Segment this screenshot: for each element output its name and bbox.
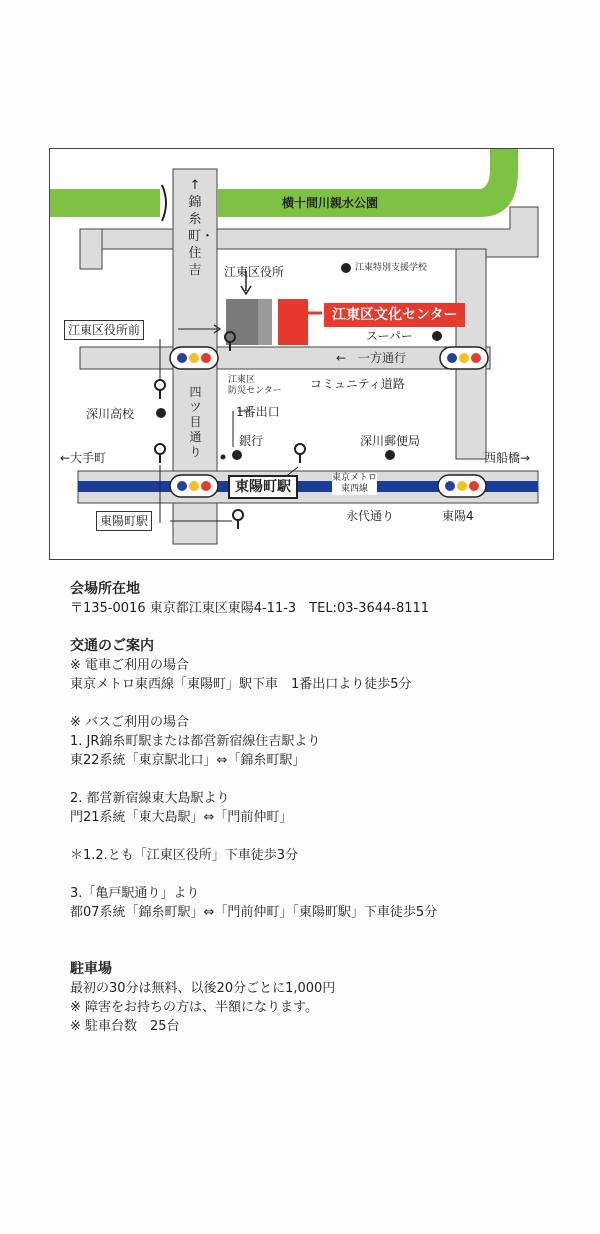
bus1-line2: 東22系統「東京駅北口」⇔「錦糸町駅」 [70, 753, 306, 768]
post-office-label: 深川郵便局 [360, 434, 421, 448]
park-label: 横十間川親水公園 [282, 196, 379, 210]
bus3-line2: 都07系統「錦糸町駅」⇔「門前仲町」「東陽町駅」下車徒歩5分 [70, 905, 438, 920]
bus-stop-office-label: 江東区役所前 [64, 320, 144, 340]
eitai-street-label: 永代通り [346, 509, 395, 523]
bus3-line1: 3.「亀戸駅通り」より [70, 886, 200, 901]
traffic-light-3 [170, 475, 218, 497]
bus-heading: ※ バスご利用の場合 [70, 715, 190, 730]
school-label: 江東特別支援学校 [355, 263, 428, 273]
venue-info [70, 580, 570, 1036]
supermarket-dot [432, 331, 442, 341]
bus1-line1: 1. JR錦糸町駅または都営新宿線住吉駅より [70, 734, 321, 749]
left-road-upper [80, 229, 102, 269]
community-road [80, 347, 490, 369]
disaster-center-label: 江東区 防災センター [228, 375, 282, 396]
parking-count: ※ 駐車台数 25台 [70, 1019, 180, 1034]
fukagawa-high-dot [156, 408, 166, 418]
access-map [49, 148, 554, 560]
bus-note: ＊1.2.とも「江東区役所」下車徒歩3分 [70, 848, 299, 863]
bank-label: 銀行 [239, 434, 264, 448]
venue-heading: 会場所在地 [70, 581, 140, 597]
traffic-light-2 [440, 347, 488, 369]
parking-disabled: ※ 障害をお持ちの方は、半額になります。 [70, 1000, 318, 1015]
school-dot [341, 263, 351, 273]
traffic-light-1 [170, 347, 218, 369]
bus2-line1: 2. 都営新宿線東大島駅より [70, 791, 230, 806]
toyo4-label: 東陽4 [442, 509, 474, 523]
traffic-light-4 [438, 475, 486, 497]
yotsume-street-label: 四ツ目通り [189, 385, 202, 459]
map-graphics [50, 149, 553, 559]
supermarket-label: スーパー [366, 329, 413, 343]
park-band [50, 189, 160, 217]
fukagawa-high-label: 深川高校 [86, 407, 135, 421]
parking-heading: 駐車場 [70, 961, 112, 977]
nishifunabashi-label: 西船橋→ [484, 451, 531, 465]
toyocho-station-label: 東陽町駅 [228, 475, 298, 499]
street-kinshicho-label: ↑錦糸町・住吉 [188, 178, 215, 278]
community-road-label: コミュニティ道路 [310, 377, 405, 391]
metro-line-label: 東京メトロ 東西線 [332, 473, 378, 494]
access-heading: 交通のご案内 [70, 638, 154, 654]
bank-dot [232, 450, 242, 460]
culture-center-building [278, 299, 308, 345]
koto-office-building [226, 299, 258, 345]
oneway-label: ← 一方通行 [336, 351, 407, 365]
parking-fee: 最初の30分は無料、以後20分ごとに1,000円 [70, 981, 336, 996]
exit1-dot [221, 455, 226, 460]
exit1-label: 1番出口 [236, 405, 280, 419]
bus2-line2: 門21系統「東大島駅」⇔「門前仲町」 [70, 810, 293, 825]
post-office-dot [385, 450, 395, 460]
otemachi-label: ←大手町 [60, 451, 107, 465]
train-route: 東京メトロ東西線「東陽町」駅下車 1番出口より徒歩5分 [70, 677, 412, 692]
bus-stop-station-label: 東陽町駅 [96, 511, 152, 531]
venue-address: 〒135-0016 東京都江東区東陽4-11-3 TEL:03-3644-8111 [70, 601, 430, 616]
train-heading: ※ 電車ご利用の場合 [70, 658, 190, 673]
koto-office-label: 江東区役所 [224, 265, 285, 279]
culture-center-label: 江東区文化センター [324, 303, 465, 327]
